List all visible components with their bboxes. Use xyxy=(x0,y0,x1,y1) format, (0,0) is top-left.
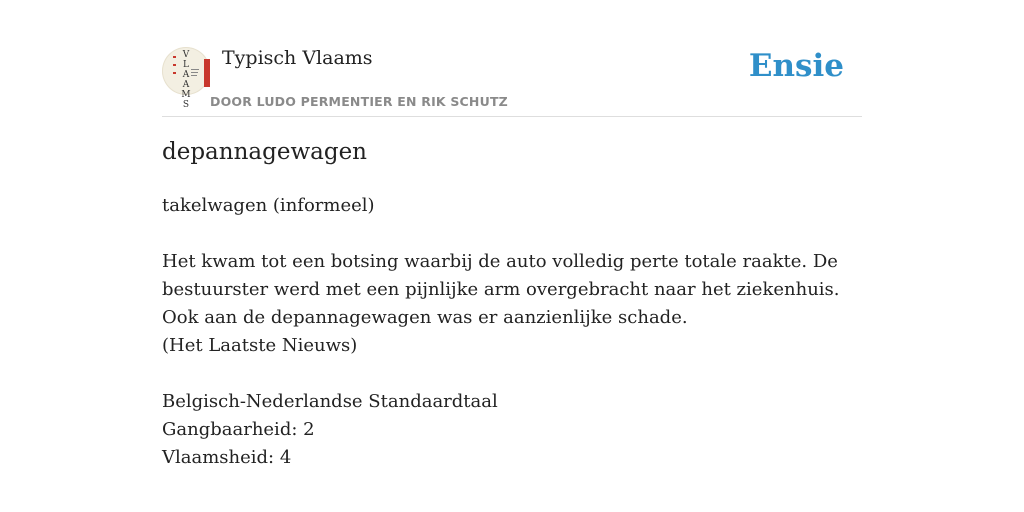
avatar-letters: V L A A M S xyxy=(181,50,191,110)
entry-vlaamsheid: Vlaamsheid: 4 xyxy=(162,447,292,468)
avatar[interactable] xyxy=(162,47,210,110)
avatar-lines xyxy=(191,69,199,77)
avatar-accent xyxy=(173,72,176,74)
entry-content xyxy=(162,192,852,472)
entry-language: Belgisch-Nederlandse Standaardtaal xyxy=(162,391,498,412)
avatar-accent xyxy=(173,56,176,58)
entry-source: (Het Laatste Nieuws) xyxy=(162,335,358,356)
entry-title: depannagewagen xyxy=(162,139,367,165)
entry-definition: takelwagen (informeel) xyxy=(162,195,375,216)
header xyxy=(162,44,862,117)
spacer xyxy=(162,220,852,248)
entry-gangbaarheid: Gangbaarheid: 2 xyxy=(162,419,315,440)
avatar-accent xyxy=(173,64,176,66)
entry-example: Het kwam tot een botsing waarbij de auto volledig perte totale raakte. De bestuurster werd met een pijnlijke arm overgebracht naar het ziekenhuis. Ook aan de depannagewagen was er aanzienlijke schade. xyxy=(162,251,840,328)
blog-title-link[interactable]: Typisch Vlaams xyxy=(222,47,373,69)
avatar-band xyxy=(204,59,210,87)
ensie-logo-link[interactable]: Ensie xyxy=(748,48,844,84)
byline: DOOR LUDO PERMENTIER EN RIK SCHUTZ xyxy=(210,94,508,109)
spacer xyxy=(162,360,852,388)
